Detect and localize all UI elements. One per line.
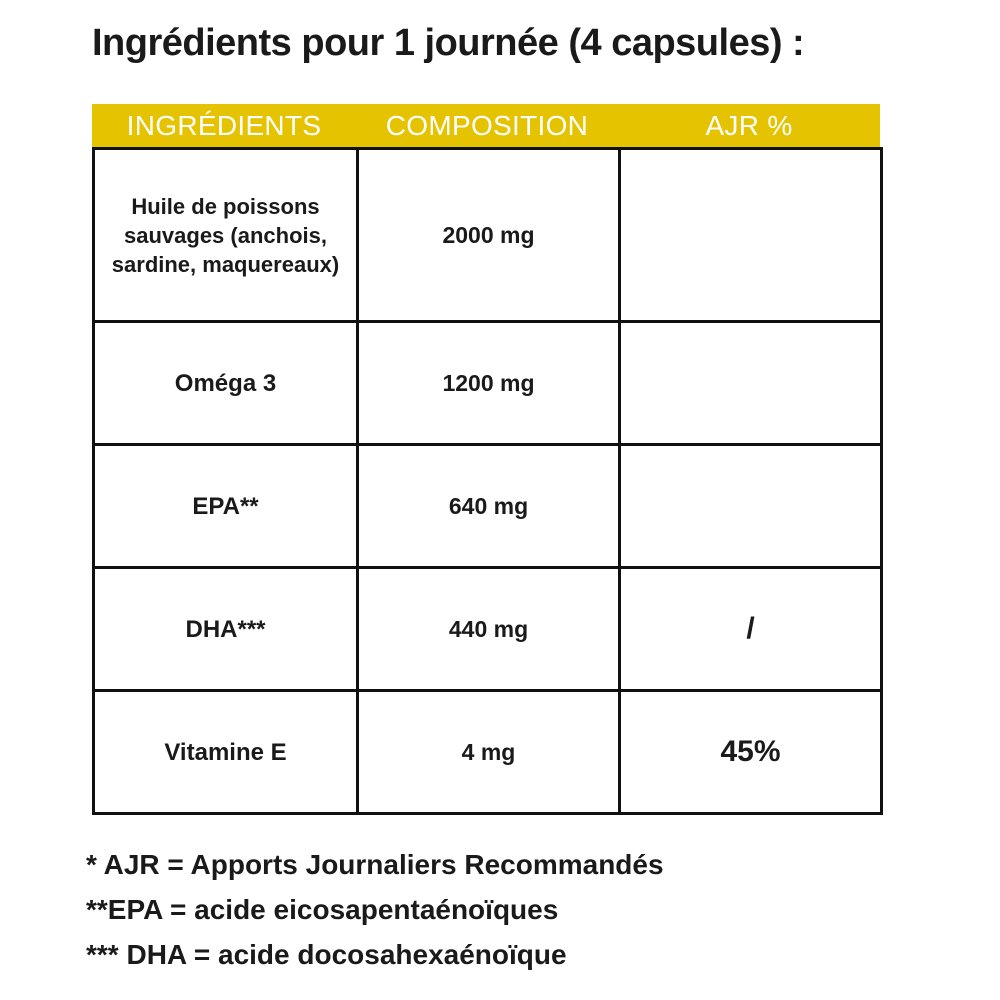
ingredient-cell — [94, 322, 358, 445]
ingredient-name: EPA** — [192, 492, 259, 520]
composition-cell — [358, 445, 620, 568]
composition-cell — [358, 691, 620, 814]
composition-cell — [358, 149, 620, 322]
composition-value: 2000 mg — [442, 221, 535, 248]
composition-cell — [358, 568, 620, 691]
table-row — [94, 691, 882, 814]
header-ajr: AJR % — [705, 110, 793, 141]
ingredient-name: Vitamine E — [164, 738, 287, 766]
footnote-ajr: * AJR = Apports Journaliers Recommandés — [86, 849, 664, 880]
ajr-cell — [620, 568, 882, 691]
page-title: Ingrédients pour 1 journée (4 capsules) : — [92, 22, 805, 64]
ajr-value: 45% — [720, 735, 781, 768]
header-ingredients: INGRÉDIENTS — [126, 110, 322, 141]
ingredient-cell — [94, 568, 358, 691]
table-row — [94, 149, 882, 322]
footnote-dha: *** DHA = acide docosahexaénoïque — [86, 939, 567, 970]
ingredient-cell — [94, 691, 358, 814]
header-composition: COMPOSITION — [385, 110, 589, 141]
table-row — [94, 568, 882, 691]
table-header — [92, 104, 880, 148]
ingredient-name: DHA*** — [185, 615, 266, 643]
composition-value: 440 mg — [448, 615, 529, 642]
ajr-value: / — [746, 612, 755, 645]
ingredient-name: Huile de poissons sauvages (anchois, sardine, maquereaux) — [111, 193, 340, 277]
ingredients-table — [92, 147, 883, 815]
ajr-cell — [620, 691, 882, 814]
composition-value: 1200 mg — [442, 369, 535, 396]
ajr-cell — [620, 149, 882, 322]
ingredient-cell — [94, 445, 358, 568]
ajr-cell — [620, 322, 882, 445]
composition-value: 4 mg — [461, 738, 516, 765]
ingredient-cell — [94, 149, 358, 322]
table-row — [94, 445, 882, 568]
composition-value: 640 mg — [448, 492, 529, 519]
footnote-epa: **EPA = acide eicosapentaénoïques — [86, 894, 559, 925]
ajr-cell — [620, 445, 882, 568]
ingredient-name: Oméga 3 — [174, 369, 277, 397]
table-row — [94, 322, 882, 445]
footnotes — [86, 842, 946, 977]
composition-cell — [358, 322, 620, 445]
